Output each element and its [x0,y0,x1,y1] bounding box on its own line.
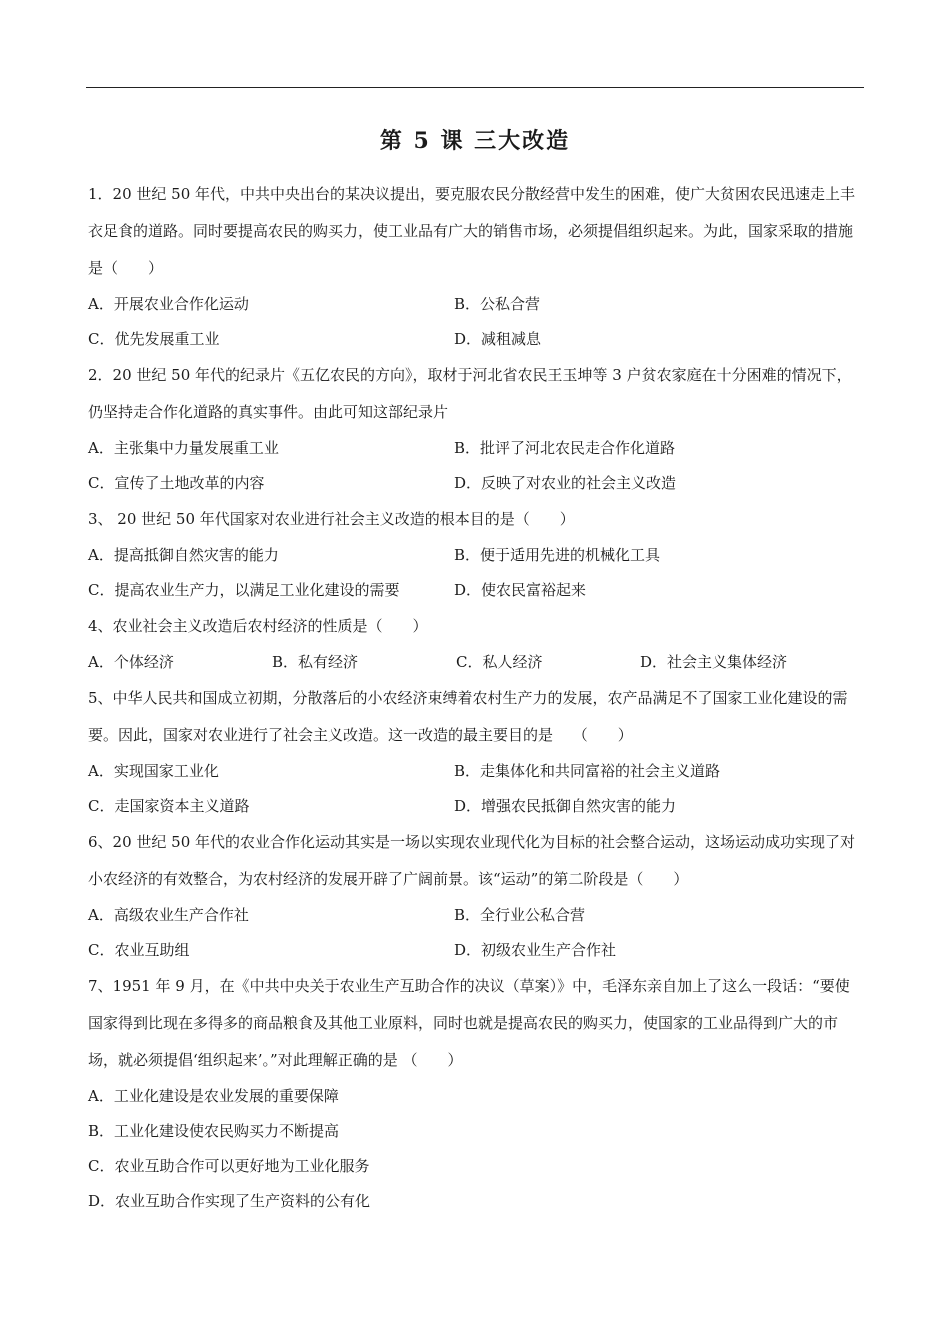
option-a: A．高级农业生产合作社 [88,906,249,924]
question-2 [88,357,864,501]
question-stem: 4、农业社会主义改造后农村经济的性质是（ ） [88,617,428,635]
page-title: 第 5 课 三大改造 [379,128,571,154]
option-b: B．走集体化和共同富裕的社会主义道路 [454,762,721,780]
option-b: B．工业化建设使农民购买力不断提高 [88,1122,340,1140]
header-rule [86,87,864,88]
option-group [88,898,864,968]
option-d: D．增强农民抵御自然灾害的能力 [454,797,677,815]
question-7 [88,968,864,1219]
option-d: D．减租减息 [454,330,542,348]
option-b: B．全行业公私合营 [454,906,586,924]
option-c: C．农业互助合作可以更好地为工业化服务 [88,1157,370,1175]
option-c: C．优先发展重工业 [88,330,220,348]
question-5 [88,680,864,824]
option-b: B．私有经济 [272,653,359,671]
option-b: B．批评了河北农民走合作化道路 [454,439,676,457]
question-stem: 2．20 世纪 50 年代的纪录片《五亿农民的方向》，取材于河北省农民王玉坤等 3 户贫农家庭在十分困难的情况下，仍坚持走合作化道路的真实事件。由此可知这部纪录片 [88,366,852,421]
option-c: C．提高农业生产力，以满足工业化建设的需要 [88,581,400,599]
option-a: A．开展农业合作化运动 [88,295,249,313]
option-a: A．提高抵御自然灾害的能力 [88,546,279,564]
option-a: A．实现国家工业化 [88,762,219,780]
option-a: A．主张集中力量发展重工业 [88,439,279,457]
question-1 [88,176,864,357]
question-stem: 1．20 世纪 50 年代，中共中央出台的某决议提出，要克服农民分散经营中发生的困难，使广大贫困农民迅速走上丰衣足食的道路。同时要提高农民的购买力，使工业品有广大的销售市场，必须提倡组织起来。为此，国家采取的措施是（ ） [88,185,856,277]
option-group [88,1079,864,1219]
option-c: C．私人经济 [456,653,543,671]
question-stem: 6、20 世纪 50 年代的农业合作化运动其实是一场以实现农业现代化为目标的社会整合运动，这场运动成功实现了对小农经济的有效整合，为农村经济的发展开辟了广阔前景。该“运动”的第二阶段是（ ） [88,833,856,888]
option-c: C．走国家资本主义道路 [88,797,250,815]
option-a: A．工业化建设是农业发展的重要保障 [88,1087,339,1105]
question-stem: 3、 20 世纪 50 年代国家对农业进行社会主义改造的根本目的是（ ） [88,510,575,528]
option-group [88,754,864,824]
option-c: C．宣传了土地改革的内容 [88,474,265,492]
option-d: D．农业互助合作实现了生产资料的公有化 [88,1192,371,1210]
option-d: D．使农民富裕起来 [454,581,587,599]
option-d: D．社会主义集体经济 [640,653,788,671]
question-stem: 5、中华人民共和国成立初期，分散落后的小农经济束缚着农村生产力的发展，农产品满足不了国家工业化建设的需要。因此，国家对农业进行了社会主义改造。这一改造的最主要目的是 （ ） [88,689,848,744]
option-d: D．反映了对农业的社会主义改造 [454,474,677,492]
option-b: B．公私合营 [454,295,541,313]
option-c: C．农业互助组 [88,941,190,959]
option-b: B．便于适用先进的机械化工具 [454,546,661,564]
question-list [88,176,864,1219]
option-group [88,431,864,501]
question-stem: 7、1951 年 9 月，在《中共中央关于农业生产互助合作的决议（草案）》中，毛泽东亲自加上了这么一段话：“要使国家得到比现在多得多的商品粮食及其他工业原料，同时也就是提高农民的购买力，使国家的工业品得到广大的市场，就必须提倡‘组织起来’。”对此理解正确的是 （ ） [88,977,850,1069]
question-4 [88,608,864,680]
option-group [88,287,864,357]
option-group [88,538,864,608]
question-3 [88,501,864,608]
option-group [88,645,864,680]
option-a: A．个体经济 [88,653,174,671]
option-d: D．初级农业生产合作社 [454,941,617,959]
question-6 [88,824,864,968]
